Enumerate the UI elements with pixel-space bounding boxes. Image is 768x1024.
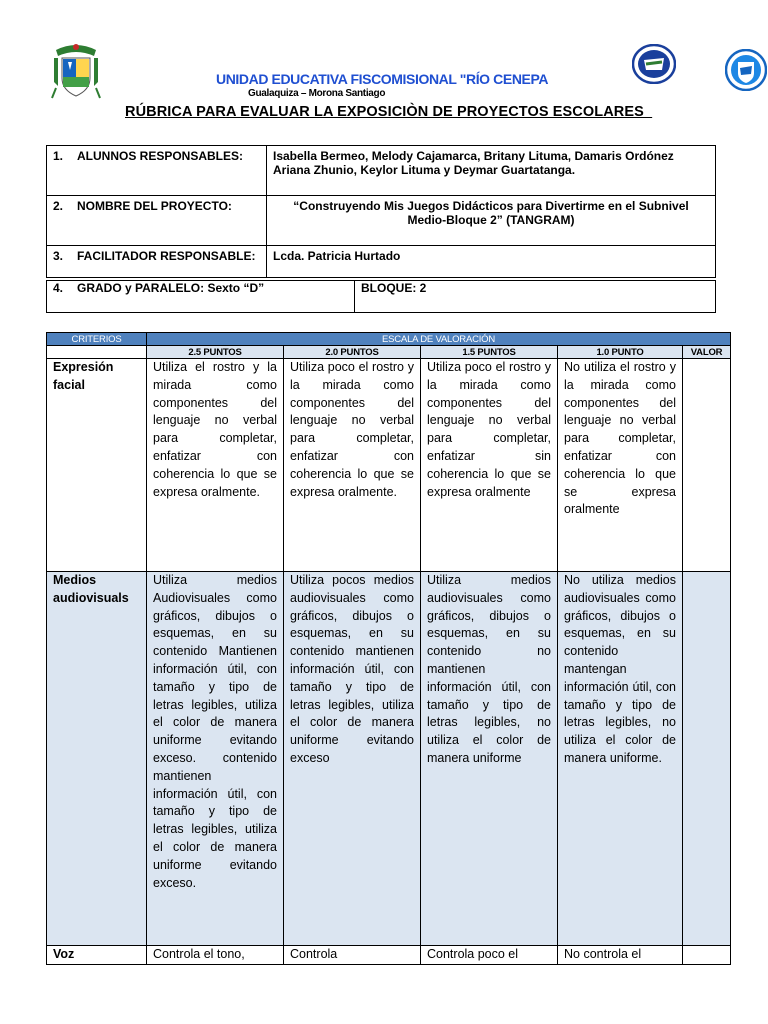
- item-number: 2.: [53, 199, 64, 213]
- rubric-row: [47, 359, 731, 572]
- level-header: 1.5 PUNTOS: [421, 346, 558, 359]
- grade-cell: [47, 281, 355, 313]
- rubric-cell: No controla el: [558, 946, 683, 965]
- rubric-cell: No utiliza medios audiovisuales como gráficos, dibujos o esquemas, en su contenido mantengan información útil, con tamaño y tipo de letras legibles, no utiliza el color de manera uniforme.: [558, 572, 683, 946]
- rubric-cell: Controla el tono,: [147, 946, 284, 965]
- students-value: Isabella Bermeo, Melody Cajamarca, Britany Lituma, Damaris Ordónez Ariana Zhunio, Keylor Lituma y Deymar Guartatanga.: [267, 146, 716, 196]
- level-header: 2.5 PUNTOS: [147, 346, 284, 359]
- project-label: NOMBRE DEL PROYECTO:: [77, 199, 232, 213]
- grade-label: GRADO y PARALELO: Sexto “D”: [77, 281, 265, 295]
- rubric-cell: No utiliza el rostro y la mirada como componentes del lenguaje no verbal para completar, enfatizar con coherencia lo que se expresa oralmente: [558, 359, 683, 572]
- rubric-cell: Utiliza poco el rostro y la mirada como componentes del lenguaje no verbal para completar, enfatizar con coherencia lo que se expresa oralmente.: [284, 359, 421, 572]
- diocese-crest-logo: [50, 42, 102, 100]
- rubric-cell: Utiliza el rostro y la mirada como componentes del lenguaje no verbal para completar, enfatizar con coherencia lo que se expresa oralmente.: [147, 359, 284, 572]
- grade-block-table: [46, 280, 716, 313]
- rubric-row: [47, 572, 731, 946]
- rubric-cell: Utiliza poco el rostro y la mirada como componentes del lenguaje no verbal para completar, enfatizar sin coherencia lo que se expresa oralmente: [421, 359, 558, 572]
- rubric-value-cell[interactable]: [683, 946, 731, 965]
- scale-header: ESCALA DE VALORACIÓN: [147, 333, 731, 346]
- school-emblem-logo: [725, 49, 767, 91]
- school-location: Gualaquiza – Morona Santiago: [248, 88, 386, 99]
- rubric-cell: Utiliza medios Audiovisuales como gráficos, dibujos o esquemas, en su contenido Mantienen información útil, con tamaño y tipo de letras legibles, utiliza el color de manera uniforme evitando exceso. contenido mantienen información útil, con tamaño y tipo de letras legibles, utiliza el color de manera uniforme evitando exceso.: [147, 572, 284, 946]
- value-header: VALOR: [683, 346, 731, 359]
- rubric-cell: Controla: [284, 946, 421, 965]
- school-shield-logo: [632, 44, 676, 84]
- rubric-value-cell[interactable]: [683, 572, 731, 946]
- rubric-row: [47, 946, 731, 965]
- item-number: 3.: [53, 249, 64, 263]
- criterion-label: Medios audiovisuals: [47, 572, 147, 946]
- facilitator-label: FACILITADOR RESPONSABLE:: [77, 249, 256, 263]
- school-name: UNIDAD EDUCATIVA FISCOMISIONAL "RÍO CENEPA: [216, 71, 549, 87]
- project-value: “Construyendo Mis Juegos Didácticos para Divertirme en el Subnivel Medio-Bloque 2” (TANGRAM): [267, 196, 716, 246]
- students-label-cell: [47, 146, 267, 196]
- rubric-cell: Controla poco el: [421, 946, 558, 965]
- rubric-value-cell[interactable]: [683, 359, 731, 572]
- criterion-label: Expresión facial: [47, 359, 147, 572]
- level-header: 1.0 PUNTO: [558, 346, 683, 359]
- level-header: 2.0 PUNTOS: [284, 346, 421, 359]
- criteria-header-blank: [47, 346, 147, 359]
- item-number: 1.: [53, 149, 64, 163]
- block-label: BLOQUE: 2: [355, 281, 716, 313]
- rubric-table: [46, 332, 731, 965]
- facilitator-value: Lcda. Patricia Hurtado: [267, 246, 716, 278]
- criterion-label: Voz: [47, 946, 147, 965]
- project-info-table: [46, 145, 716, 278]
- project-label-cell: [47, 196, 267, 246]
- students-label: ALUNNOS RESPONSABLES:: [77, 149, 244, 163]
- item-number: 4.: [53, 281, 64, 295]
- rubric-cell: Utiliza medios audiovisuales como gráficos, dibujos o esquemas, en su contenido no mantienen información útil, con tamaño y tipo de letras legibles, no utiliza el color de manera uniforme: [421, 572, 558, 946]
- rubric-cell: Utiliza pocos medios audiovisuales como gráficos, dibujos o esquemas, en su contenido mantienen información útil, con tamaño y tipo de letras legibles, utiliza el color de manera uniforme evitando exceso: [284, 572, 421, 946]
- criteria-header: CRITERIOS: [47, 333, 147, 346]
- document-title: RÚBRICA PARA EVALUAR LA EXPOSICIÒN DE PROYECTOS ESCOLARES: [125, 104, 653, 120]
- facilitator-label-cell: [47, 246, 267, 278]
